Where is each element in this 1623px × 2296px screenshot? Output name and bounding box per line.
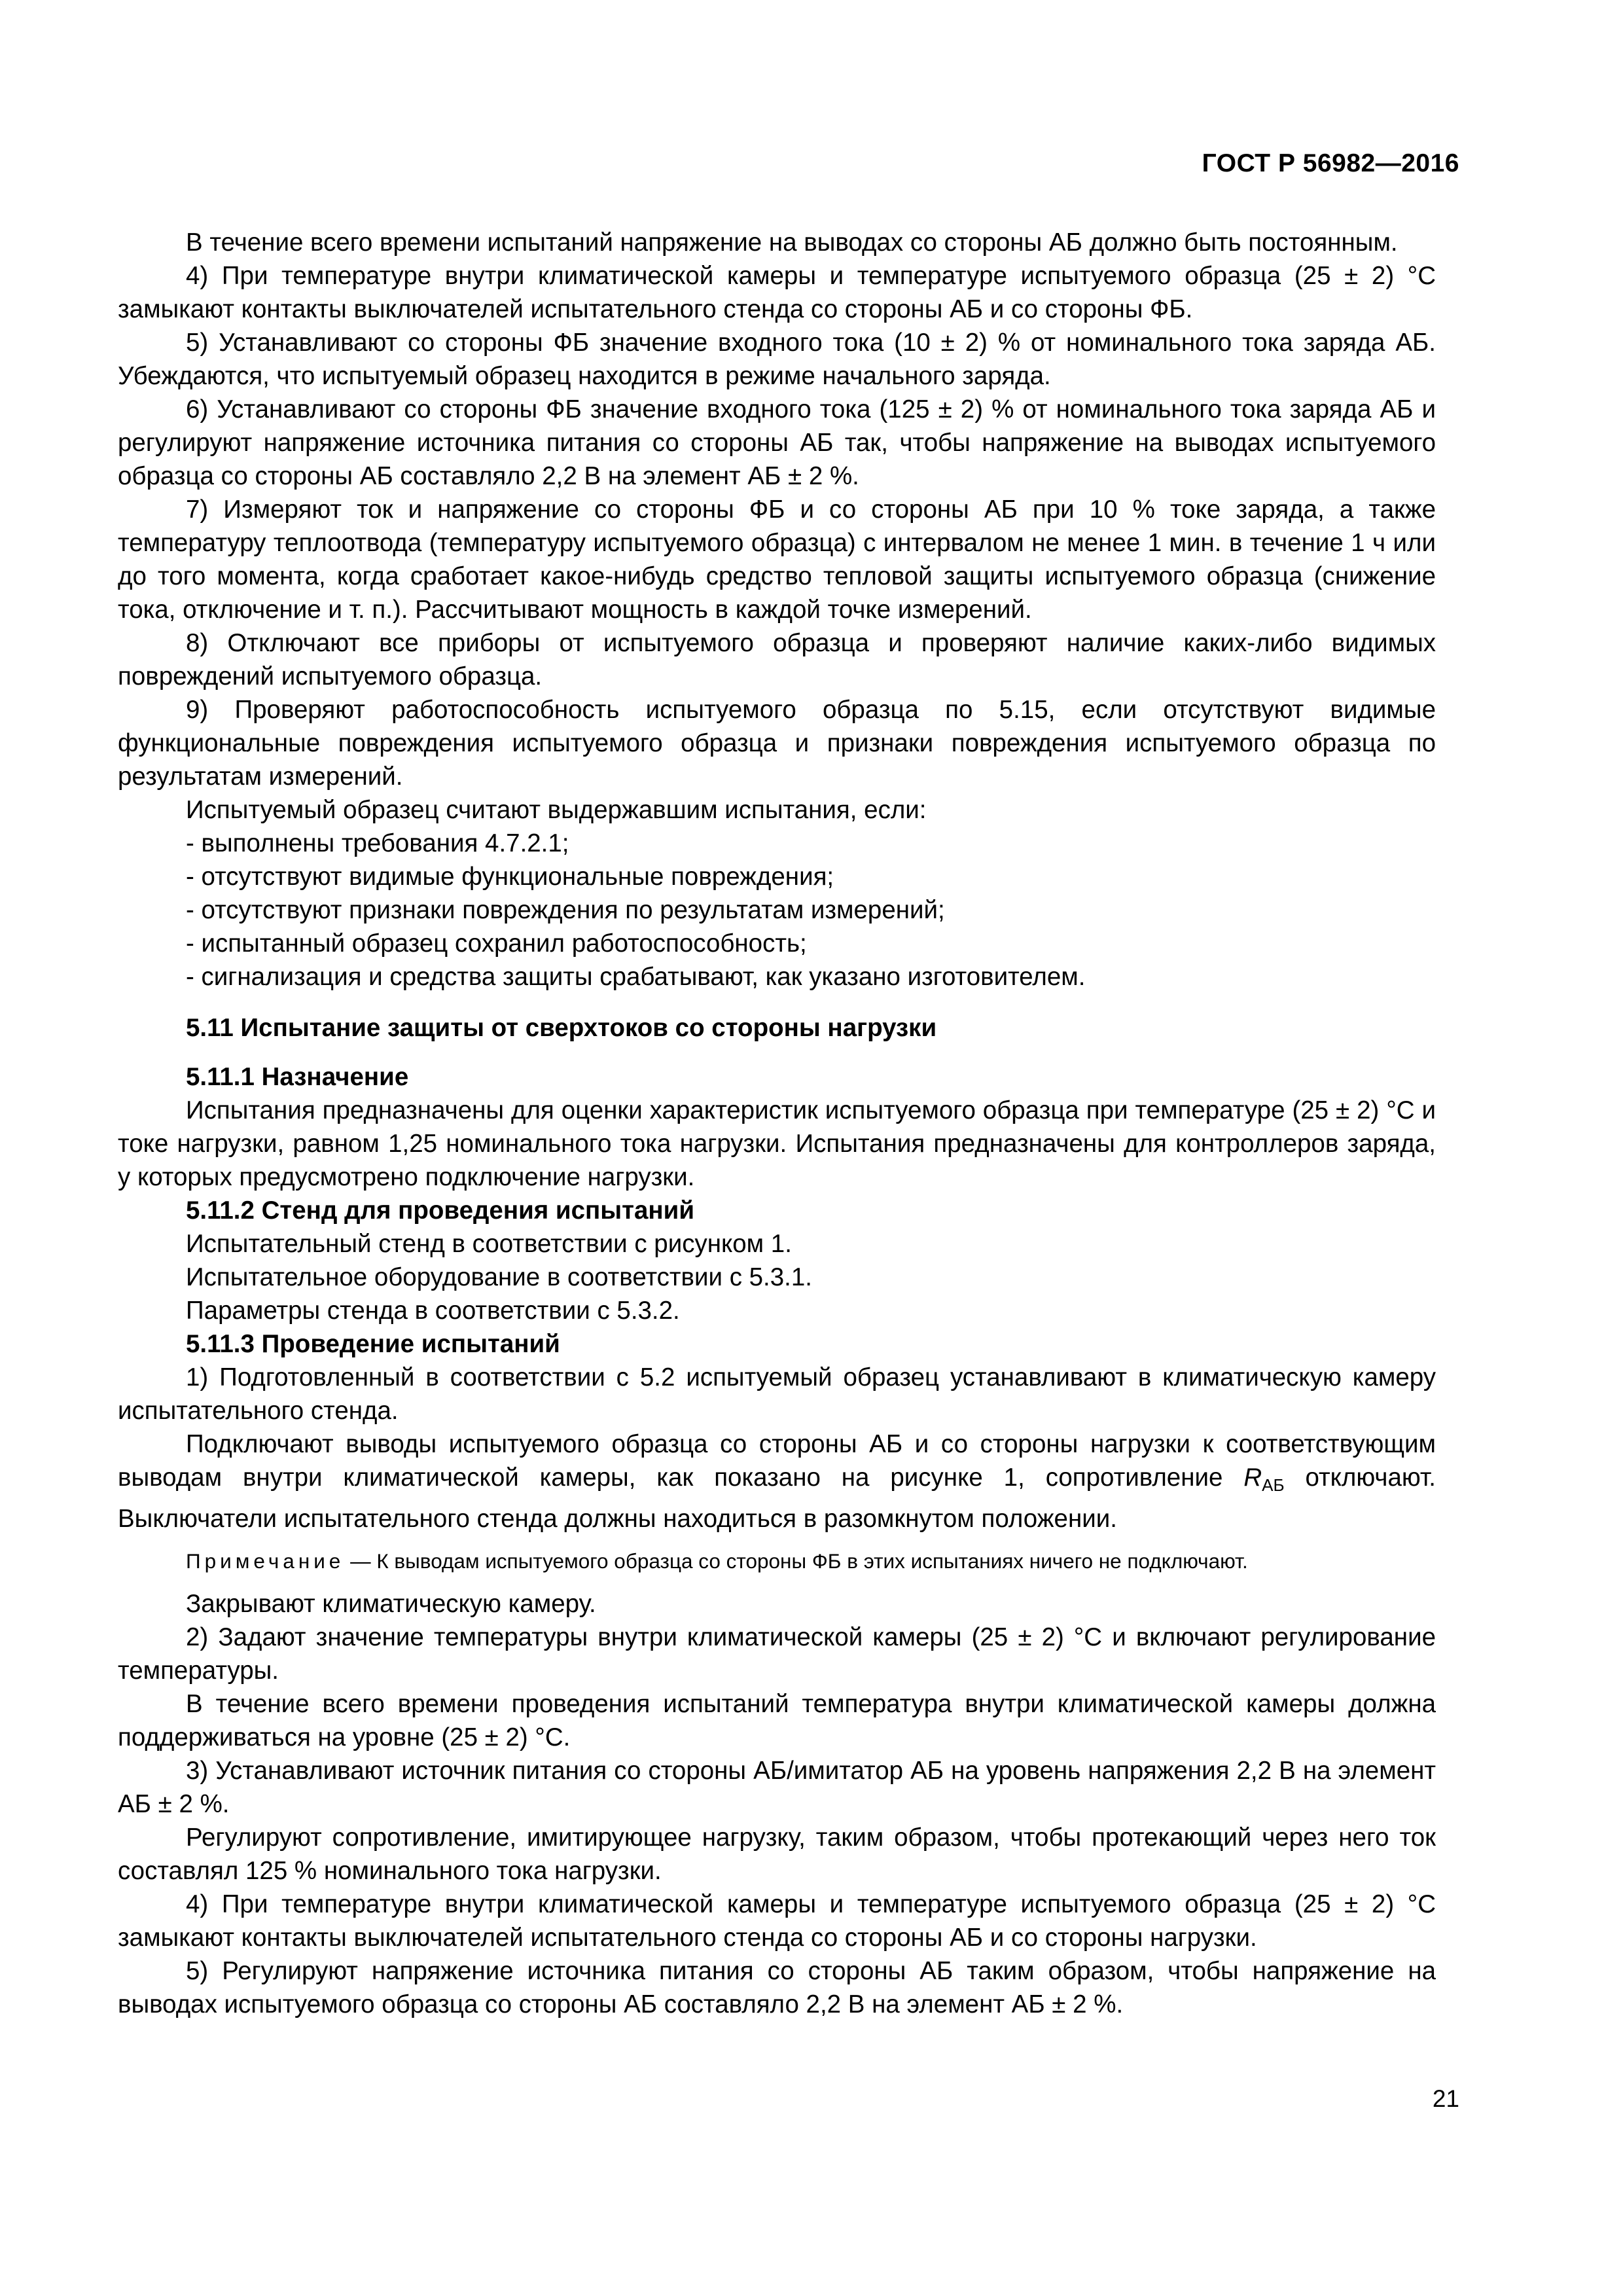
paragraph-stand-line: Испытательный стенд в соответствии с рисунком 1. <box>186 1230 792 1258</box>
paragraph-criteria-intro: Испытуемый образец считают выдержавшим испытания, если: <box>186 796 927 824</box>
subsection-heading-stand: 5.11.2 Стенд для проведения испытаний <box>186 1196 694 1225</box>
paragraph-step-7: 7) Измеряют ток и напряжение со стороны ФБ и со стороны АБ при 10 % токе заряда, а также температуру теплоотвода (температуру испытуемого образца) с интервалом не менее 1 мин. в течение 1 ч или до того момента, когда сработает какое-нибудь средство тепловой защиты испытуемого образца (снижение тока, отключение и т. п.). Рассчитывают мощность в каждой точке измерений. <box>118 495 1436 624</box>
note-text: — К выводам испытуемого образца со стороны ФБ в этих испытаниях ничего не подключают. <box>344 1549 1248 1573</box>
paragraph-procedure-step-4: 4) При температуре внутри климатической камеры и температуре испытуемого образца (25 ± 2) °С замыкают контакты выключателей испытательного стенда со стороны АБ и со стороны нагрузки. <box>118 1890 1436 1952</box>
resistance-subscript: АБ <box>1262 1475 1285 1495</box>
paragraph-procedure-step-1: 1) Подготовленный в соответствии с 5.2 испытуемый образец устанавливают в климатическую камеру испытательного стенда. <box>118 1363 1436 1425</box>
subsection-heading-purpose: 5.11.1 Назначение <box>186 1063 409 1091</box>
resistance-symbol: R <box>1243 1463 1262 1492</box>
paragraph-step-6: 6) Устанавливают со стороны ФБ значение входного тока (125 ± 2) % от номинального тока заряда АБ и регулируют напряжение источника питания со стороны АБ так, чтобы напряжение на выводах испытуемого образца со стороны АБ составляло 2,2 В на элемент АБ ± 2 %. <box>118 395 1436 490</box>
paragraph-procedure: Регулируют сопротивление, имитирующее нагрузку, таким образом, чтобы протекающий через него ток составлял 125 % номинального тока нагрузки. <box>118 1823 1436 1885</box>
criteria-list-item: - отсутствуют видимые функциональные повреждения; <box>186 863 834 891</box>
criteria-list-item: - испытанный образец сохранил работоспособность; <box>186 929 807 958</box>
paragraph-connection <box>118 1427 1436 1535</box>
paragraph-procedure-step-3: 3) Устанавливают источник питания со стороны АБ/имитатор АБ на уровень напряжения 2,2 В на элемент АБ ± 2 %. <box>118 1757 1436 1818</box>
paragraph-step-9: 9) Проверяют работоспособность испытуемого образца по 5.15, если отсутствуют видимые функциональные повреждения испытуемого образца и признаки повреждения испытуемого образца по результатам измерений. <box>118 696 1436 791</box>
connection-text-end: отключают. Выключатели испытательного стенда должны находиться в разомкнутом положении. <box>118 1463 1436 1533</box>
criteria-list-item: - сигнализация и средства защиты срабатывают, как указано изготовителем. <box>186 963 1086 991</box>
section-heading: 5.11 Испытание защиты от сверхтоков со стороны нагрузки <box>186 1014 937 1042</box>
page-body <box>118 226 1436 2021</box>
paragraph-procedure: Закрывают климатическую камеру. <box>186 1590 596 1618</box>
subsection-heading-procedure: 5.11.3 Проведение испытаний <box>186 1330 560 1358</box>
paragraph-purpose: Испытания предназначены для оценки характеристик испытуемого образца при температуре (25 ± 2) °С и токе нагрузки, равном 1,25 номинального тока нагрузки. Испытания предназначены для контроллеров заряда, у которых предусмотрено подключение нагрузки. <box>118 1096 1436 1191</box>
document-code: ГОСТ Р 56982—2016 <box>1202 149 1459 177</box>
paragraph-step-4: 4) При температуре внутри климатической камеры и температуре испытуемого образца (25 ± 2) °С замыкают контакты выключателей испытательного стенда со стороны АБ и со стороны ФБ. <box>118 262 1436 323</box>
paragraph-stand-line: Параметры стенда в соответствии с 5.3.2. <box>186 1297 680 1325</box>
paragraph-procedure: В течение всего времени проведения испытаний температура внутри климатической камеры должна поддерживаться на уровне (25 ± 2) °С. <box>118 1690 1436 1751</box>
note <box>118 1545 1436 1578</box>
criteria-list-item: - отсутствуют признаки повреждения по результатам измерений; <box>186 896 945 924</box>
paragraph-procedure-step-5: 5) Регулируют напряжение источника питания со стороны АБ таким образом, чтобы напряжение на выводах испытуемого образца со стороны АБ составляло 2,2 В на элемент АБ ± 2 %. <box>118 1957 1436 2018</box>
note-label: Примечание <box>186 1549 345 1573</box>
criteria-list-item: - выполнены требования 4.7.2.1; <box>186 829 569 857</box>
paragraph-step-5: 5) Устанавливают со стороны ФБ значение входного тока (10 ± 2) % от номинального тока заряда АБ. Убеждаются, что испытуемый образец находится в режиме начального заряда. <box>118 329 1436 390</box>
paragraph-step-8: 8) Отключают все приборы от испытуемого образца и проверяют наличие каких-либо видимых повреждений испытуемого образца. <box>118 629 1436 691</box>
connection-text-start: Подключают выводы испытуемого образца со стороны АБ и со стороны нагрузки к соответствующим выводам внутри климатической камеры, как показано на рисунке 1, сопротивление <box>118 1430 1436 1492</box>
paragraph-stand-line: Испытательное оборудование в соответствии с 5.3.1. <box>186 1263 812 1291</box>
page-number: 21 <box>1432 2085 1459 2112</box>
paragraph: В течение всего времени испытаний напряжение на выводах со стороны АБ должно быть постоянным. <box>186 228 1398 257</box>
paragraph-procedure-step-2: 2) Задают значение температуры внутри климатической камеры (25 ± 2) °С и включают регулирование температуры. <box>118 1623 1436 1685</box>
